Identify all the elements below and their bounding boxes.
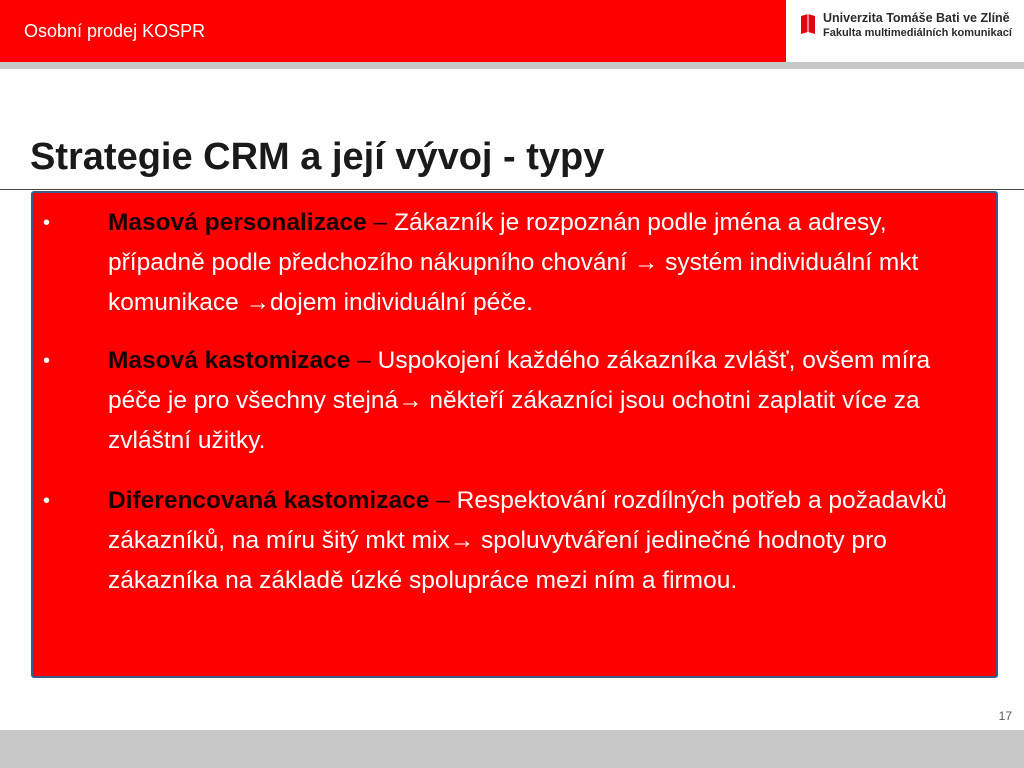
bullet-marker: •	[43, 490, 51, 512]
slide-title: Strategie CRM a její vývoj - typy	[30, 136, 605, 179]
bullet-description: Respektování rozdílných potřeb a požadavků zákazníků, na míru šitý mkt mix→ spoluvytváření jedinečné hodnoty pro zákazníka na základě úzké spolupráce mezi ním a firmou.	[108, 487, 947, 594]
bullet-separator: –	[366, 209, 388, 236]
bullet-text	[108, 203, 990, 323]
header-bar	[0, 0, 786, 62]
bullet-separator: –	[429, 487, 450, 514]
bullet-term: Masová kastomizace	[108, 347, 351, 374]
bullet-text	[108, 481, 990, 601]
bullet-term: Masová personalizace	[108, 209, 367, 236]
header-label: Osobní prodej KOSPR	[24, 21, 206, 41]
page-number: 17	[998, 709, 1012, 723]
bullet-text	[108, 341, 990, 461]
bullet-item-masova-kastomizace	[33, 341, 996, 471]
content-box	[31, 191, 998, 678]
bullet-separator: –	[350, 347, 371, 374]
bullet-description: Zákazník je rozpoznán podle jména a adresy, případně podle předchozího nákupního chování → systém individuální mkt komunikace →dojem individuální péče.	[108, 209, 919, 316]
university-logo	[786, 0, 1024, 62]
bullet-item-diferencovana-kastomizace	[33, 481, 996, 611]
header-divider-strip	[0, 62, 1024, 69]
book-icon	[800, 13, 816, 35]
bullet-item-masova-personalizace	[33, 203, 996, 333]
footer-bar	[0, 730, 1024, 768]
bullet-marker: •	[43, 212, 51, 234]
bullet-marker: •	[43, 350, 51, 372]
logo-text	[823, 10, 1012, 41]
bullet-term: Diferencovaná kastomizace	[108, 487, 430, 514]
bullet-description: Uspokojení každého zákazníka zvlášť, ovšem míra péče je pro všechny stejná→ někteří zákazníci jsou ochotni zaplatit více za zvláštní užitky.	[108, 347, 931, 454]
university-name: Univerzita Tomáše Bati ve Zlíně	[823, 11, 1010, 25]
faculty-name: Fakulta multimediálních komunikací	[823, 27, 1012, 39]
title-divider	[0, 189, 1024, 190]
